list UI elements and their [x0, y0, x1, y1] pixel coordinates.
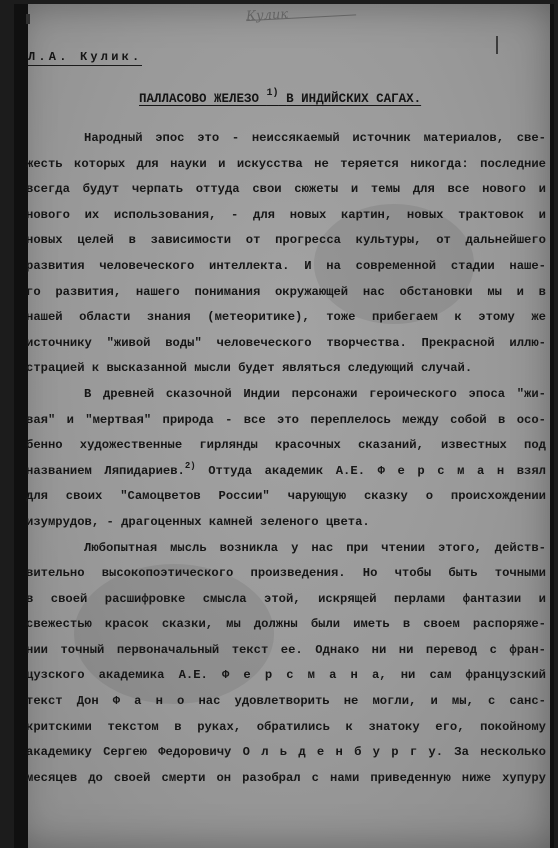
text-line-content: развития человеческого интеллекта. И на современной стадии наше-: [26, 258, 546, 273]
text-line-content: жесть которых для науки и искусства не теряется никогда: последние: [26, 156, 546, 171]
text-line-content: источнику "живой воды" человеческого творчества. Прекрасной иллю-: [26, 335, 546, 350]
text-line: [26, 587, 546, 613]
text-line-content: Любопытная мысль возникла у нас при чтении этого, действ-: [84, 540, 546, 555]
text-line-content: вительно высокопоэтического произведения. Но чтобы быть точными: [26, 566, 546, 581]
text-line: [26, 331, 546, 357]
text-line: [26, 536, 546, 562]
text-line: [26, 433, 546, 459]
text-line-content: в своей расшифровке смысла этой, искрящей перлами фантазии и: [26, 591, 546, 606]
title-main: ПАЛЛАСОВО ЖЕЛЕЗО: [139, 92, 260, 107]
text-line-content: В древней сказочной Индии персонажи героического эпоса "жи-: [84, 386, 546, 401]
text-line-content: свежестью красок сказки, мы должны были иметь в своем распоряже-: [26, 617, 546, 632]
text-line: [26, 356, 546, 382]
text-line: [26, 484, 546, 510]
document-page: [14, 4, 554, 848]
text-line-content: нового их использования, - для новых картин, новых трактовок и: [26, 207, 546, 222]
footnote-mark: 2): [184, 460, 196, 471]
title-rest: В ИНДИЙСКИХ САГАХ.: [286, 92, 422, 107]
text-line: [26, 408, 546, 434]
text-line-content: академику Сергею Федоровичу О л ь д е н б у р г у. За несколько: [26, 745, 546, 760]
author-name: Л.А. Кулик.: [28, 50, 143, 64]
text-line: [26, 459, 546, 485]
text-line: [26, 280, 546, 306]
text-line: [26, 612, 546, 638]
text-line-content: нии точный первоначальный текст ее. Однако ни ни перевод с фран-: [26, 642, 546, 657]
text-line-content: Народный эпос это - неиссякаемый источник материалов, све-: [84, 131, 546, 145]
text-line-content: го развития, нашего понимания окружающей нас обстановки мы и в: [26, 284, 546, 299]
text-line: [26, 715, 546, 741]
title-footnote-mark: 1): [266, 88, 279, 99]
body-text: [26, 126, 546, 791]
handwritten-note: Кулик: [246, 4, 367, 25]
text-line: [26, 740, 546, 766]
text-line: [26, 126, 546, 152]
text-line-content: изумрудов, - драгоценных камней зеленого цвета.: [26, 514, 370, 529]
text-line: [26, 766, 546, 792]
text-line-content: названием Ляпидариев.: [26, 463, 185, 478]
corner-mark: [26, 14, 30, 24]
text-line: [26, 382, 546, 408]
text-line: [26, 510, 546, 536]
margin-tick-mark: [496, 36, 498, 54]
text-line-content: текст Дон Ф а н о нас удовлетворить не могли, и мы, с санс-: [26, 694, 546, 709]
text-line: [26, 561, 546, 587]
text-line: [26, 663, 546, 689]
text-line-content: для своих "Самоцветов России" чарующую сказку о происхождении: [26, 489, 546, 504]
text-line-content: нашей области знания (метеоритике), тоже прибегаем к этому же: [26, 310, 546, 325]
text-line: [26, 254, 546, 280]
text-line-content: всегда будут черпать оттуда свои сюжеты и темы для все нового и: [26, 182, 546, 197]
text-line-content: новых целей в зависимости от прогресса культуры, от дальнейшего: [26, 233, 546, 248]
text-line: [26, 689, 546, 715]
text-line: [26, 177, 546, 203]
text-line-content: критскими текстом в руках, обратились к знатоку его, покойному: [26, 719, 546, 734]
text-line: [26, 305, 546, 331]
text-line: [26, 638, 546, 664]
document-title: [139, 90, 421, 106]
text-line: [26, 228, 546, 254]
text-line-content: цузского академика А.Е. Ф е р с м а н а, ни сам французский: [26, 668, 546, 683]
text-line-content: бенно художественные гирлянды красочных сказаний, известных под: [26, 438, 546, 453]
text-line-continuation: Оттуда академик А.Е. Ф е р с м а н взял: [195, 463, 546, 478]
text-line-content: месяцев до своей смерти он разобрал с нами приведенную ниже хупуру: [26, 770, 546, 785]
text-line-content: вая" и "мертвая" природа - все это переплелось между собой в осо-: [26, 412, 546, 427]
text-line: [26, 152, 546, 178]
text-line-content: страцией к высказанной мысли будет являться следующий случай.: [26, 361, 473, 376]
film-edge-right: [550, 4, 554, 848]
text-line: [26, 203, 546, 229]
